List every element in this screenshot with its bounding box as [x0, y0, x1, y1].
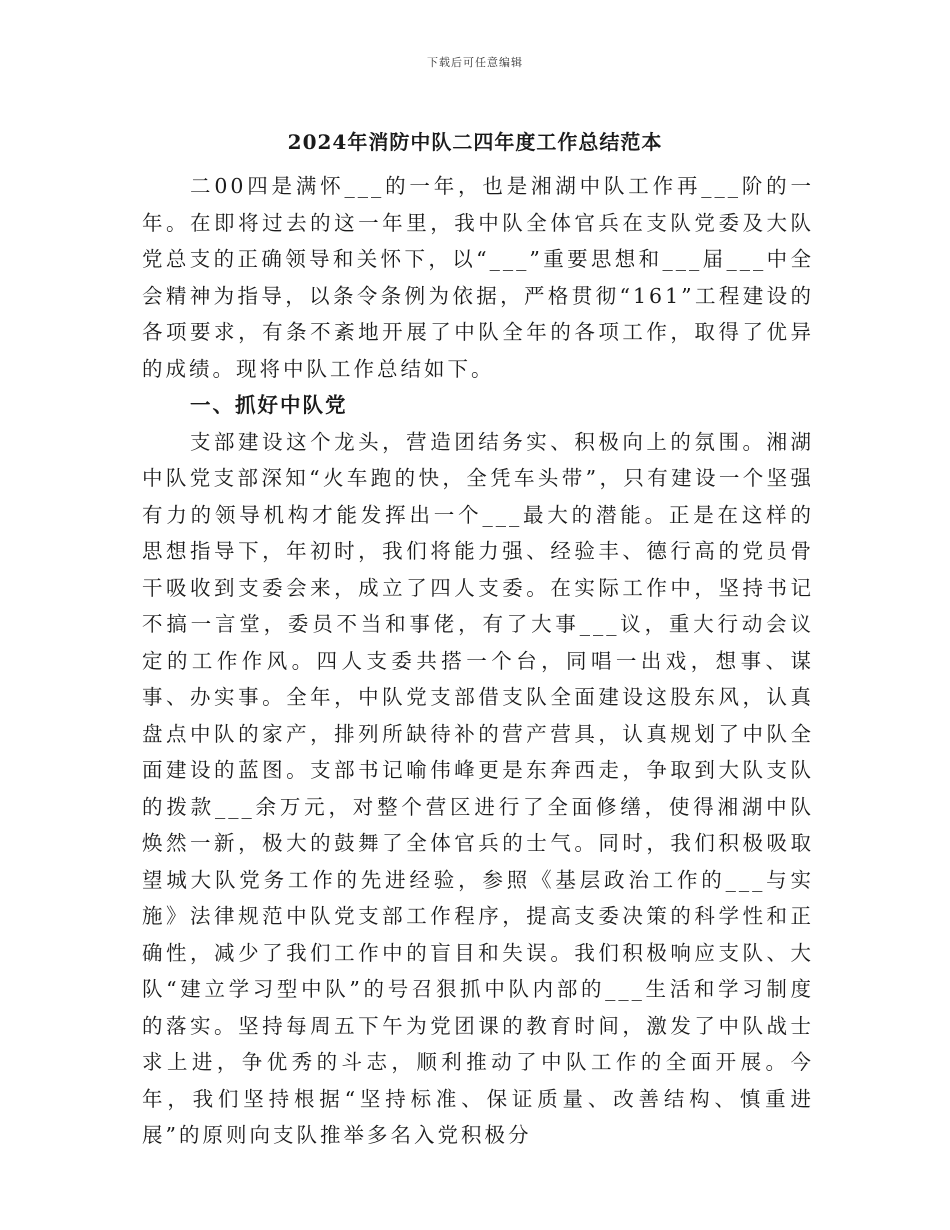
- section-paragraph: 支部建设这个龙头，营造团结务实、积极向上的氛围。湘湖中队党支部深知“火车跑的快，全凭车头带”，只有建设一个坚强有力的领导机构才能发挥出一个___最大的潜能。正是在这样的思想指导下，年初时，我们将能力强、经验丰、德行高的党员骨干吸收到支委会来，成立了四人支委。在实际工作中，坚持书记不搞一言堂，委员不当和事佬，有了大事___议，重大行动会议定的工作作风。四人支委共搭一个台，同唱一出戏，想事、谋事、办实事。全年，中队党支部借支队全面建设这股东风，认真盘点中队的家产，排列所缺待补的营产营具，认真规划了中队全面建设的蓝图。支部书记喻伟峰更是东奔西走，争取到大队支队的拨款___余万元，对整个营区进行了全面修缮，使得湘湖中队焕然一新，极大的鼓舞了全体官兵的士气。同时，我们积极吸取望城大队党务工作的先进经验，参照《基层政治工作的___与实施》法律规范中队党支部工作程序，提高支委决策的科学性和正确性，减少了我们工作中的盲目和失误。我们积极响应支队、大队“建立学习型中队”的号召狠抓中队内部的___生活和学习制度的落实。坚持每周五下午为党团课的教育时间，激发了中队战士求上进，争优秀的斗志，顺利推动了中队工作的全面开展。今年，我们坚持根据“坚持标准、保证质量、改善结构、慎重进展”的原则向支队推举多名入党积极分: [142, 429, 814, 1147]
- document-body: [142, 168, 814, 1154]
- intro-paragraph: 二00四是满怀___的一年，也是湘湖中队工作再___阶的一年。在即将过去的这一年里，我中队全体官兵在支队党委及大队党总支的正确领导和关怀下，以“___”重要思想和___届___中全会精神为指导，以条令条例为依据，严格贯彻“161”工程建设的各项要求，有条不紊地开展了中队全年的各项工作，取得了优异的成绩。现将中队工作总结如下。: [142, 174, 814, 381]
- header-note: 下载后可任意编辑: [427, 56, 523, 69]
- section-heading: 一、抓好中队党: [190, 393, 348, 417]
- document-title: 2024年消防中队二四年度工作总结范本: [287, 130, 663, 154]
